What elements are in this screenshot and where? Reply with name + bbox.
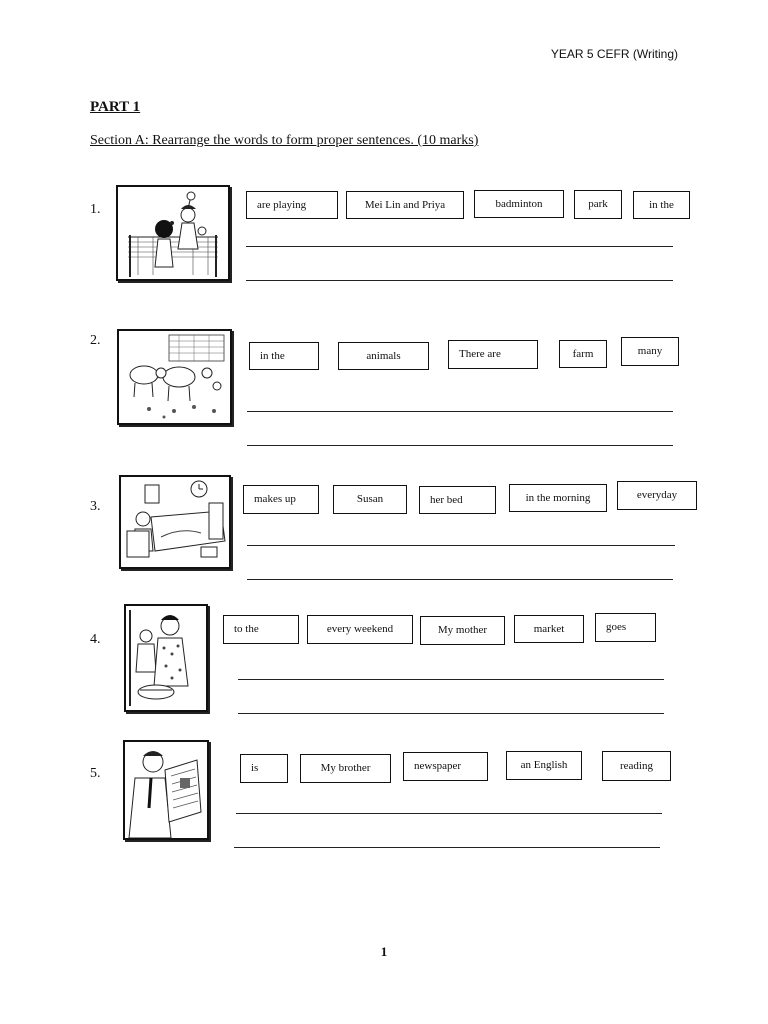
word-card[interactable]: are playing xyxy=(246,191,338,219)
word-card[interactable]: Susan xyxy=(333,485,407,514)
worksheet-header: YEAR 5 CEFR (Writing) xyxy=(550,47,678,61)
answer-line[interactable] xyxy=(247,445,673,446)
word-card[interactable]: is xyxy=(240,754,288,783)
bed-making-picture xyxy=(119,475,231,569)
word-card[interactable]: to the xyxy=(223,615,299,644)
word-card[interactable]: in the morning xyxy=(509,484,607,512)
word-card[interactable]: newspaper xyxy=(403,752,488,781)
section-instruction: Section A: Rearrange the words to form proper sentences. (10 marks) xyxy=(90,133,479,148)
mother-market-picture xyxy=(124,604,208,712)
question-number: 4. xyxy=(90,632,101,647)
question-number: 1. xyxy=(90,202,101,217)
word-card[interactable]: There are xyxy=(448,340,538,369)
word-card[interactable]: My brother xyxy=(300,754,391,783)
answer-line[interactable] xyxy=(238,713,664,714)
question-number: 2. xyxy=(90,333,101,348)
newspaper-reading-picture xyxy=(123,740,209,840)
question-number: 3. xyxy=(90,499,101,514)
answer-line[interactable] xyxy=(236,813,662,814)
word-card[interactable]: My mother xyxy=(420,616,505,645)
word-card[interactable]: badminton xyxy=(474,190,564,218)
word-card[interactable]: animals xyxy=(338,342,429,370)
farm-animals-picture xyxy=(117,329,232,425)
word-card[interactable]: in the xyxy=(633,191,690,219)
word-card[interactable]: every weekend xyxy=(307,615,413,644)
word-card[interactable]: everyday xyxy=(617,481,697,510)
word-card[interactable]: goes xyxy=(595,613,656,642)
word-card[interactable]: makes up xyxy=(243,485,319,514)
word-card[interactable]: Mei Lin and Priya xyxy=(346,191,464,219)
word-card[interactable]: park xyxy=(574,190,622,219)
word-card[interactable]: farm xyxy=(559,340,607,368)
answer-line[interactable] xyxy=(247,579,673,580)
word-card[interactable]: her bed xyxy=(419,486,496,514)
word-card[interactable]: reading xyxy=(602,751,671,781)
part-title: PART 1 xyxy=(90,99,141,115)
word-card[interactable]: many xyxy=(621,337,679,366)
word-card[interactable]: an English xyxy=(506,751,582,780)
answer-line[interactable] xyxy=(234,847,660,848)
answer-line[interactable] xyxy=(247,411,673,412)
answer-line[interactable] xyxy=(247,545,675,546)
page-number: 1 xyxy=(380,944,388,959)
answer-line[interactable] xyxy=(246,246,673,247)
question-number: 5. xyxy=(90,766,101,781)
answer-line[interactable] xyxy=(246,280,673,281)
answer-line[interactable] xyxy=(238,679,664,680)
badminton-picture xyxy=(116,185,230,281)
word-card[interactable]: in the xyxy=(249,342,319,370)
word-card[interactable]: market xyxy=(514,615,584,643)
